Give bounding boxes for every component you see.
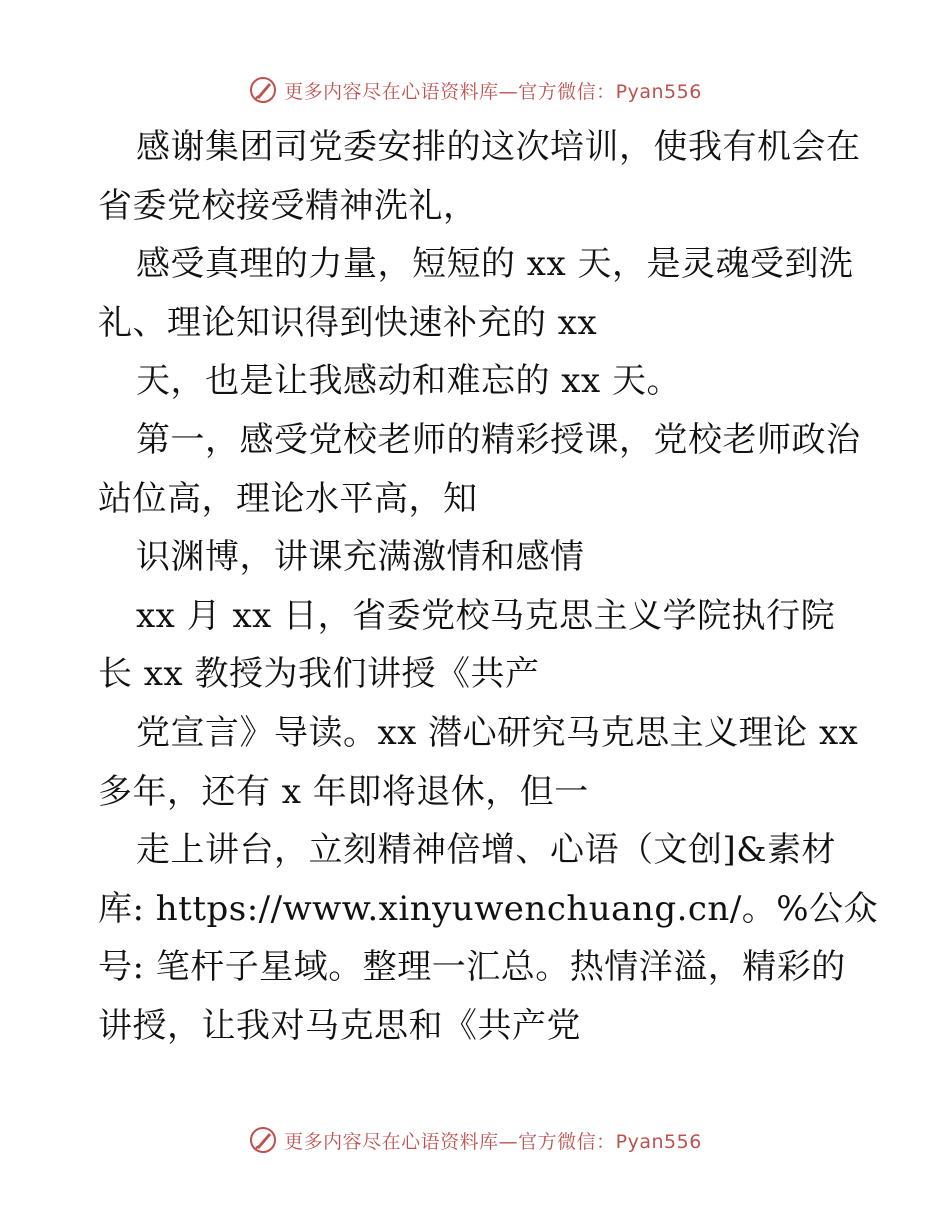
body-line: 站位高，理论水平高，知 xyxy=(98,478,478,519)
quill-pen-logo-icon xyxy=(248,1125,278,1155)
quill-pen-logo-icon xyxy=(248,75,278,105)
footer-banner-text: 更多内容尽在心语资料库—官方微信：Pyan556 xyxy=(284,1130,702,1153)
body-line: 长 xx 教授为我们讲授《共产 xyxy=(98,654,540,695)
body-line: 走上讲台，立刻精神倍增、心语（文创]&素材 xyxy=(136,830,837,871)
body-line: xx 月 xx 日，省委党校马克思主义学院执行院 xyxy=(136,595,836,636)
body-line: 感受真理的力量，短短的 xx 天，是灵魂受到洗 xyxy=(136,244,854,285)
body-line: 讲授，让我对马克思和《共产党 xyxy=(98,1005,581,1046)
footer-banner xyxy=(0,1122,950,1158)
header-banner-text: 更多内容尽在心语资料库—官方微信：Pyan556 xyxy=(284,80,702,103)
body-line: 省委党校接受精神洗礼， xyxy=(98,185,478,226)
body-line: 党宣言》导读。xx 潜心研究马克思主义理论 xx xyxy=(136,712,859,753)
header-banner xyxy=(0,72,950,108)
body-line: 第一，感受党校老师的精彩授课，党校老师政治 xyxy=(136,419,861,460)
body-line: 感谢集团司党委安排的这次培训，使我有机会在 xyxy=(136,127,861,167)
body-line: 天，也是让我感动和难忘的 xx 天。 xyxy=(136,361,681,402)
body-line: 礼、理论知识得到快速补充的 xx xyxy=(98,302,598,343)
body-line: 识渊博，讲课充满激情和感情 xyxy=(136,537,585,578)
body-line: 号: 笔杆子星域。整理一汇总。热情洋溢，精彩的 xyxy=(98,947,846,988)
body-line: 多年，还有 x 年即将退休，但一 xyxy=(98,771,589,812)
document-body xyxy=(98,118,879,1056)
body-line: 库: https://www.xinyuwenchuang.cn/。%公众 xyxy=(98,888,879,929)
